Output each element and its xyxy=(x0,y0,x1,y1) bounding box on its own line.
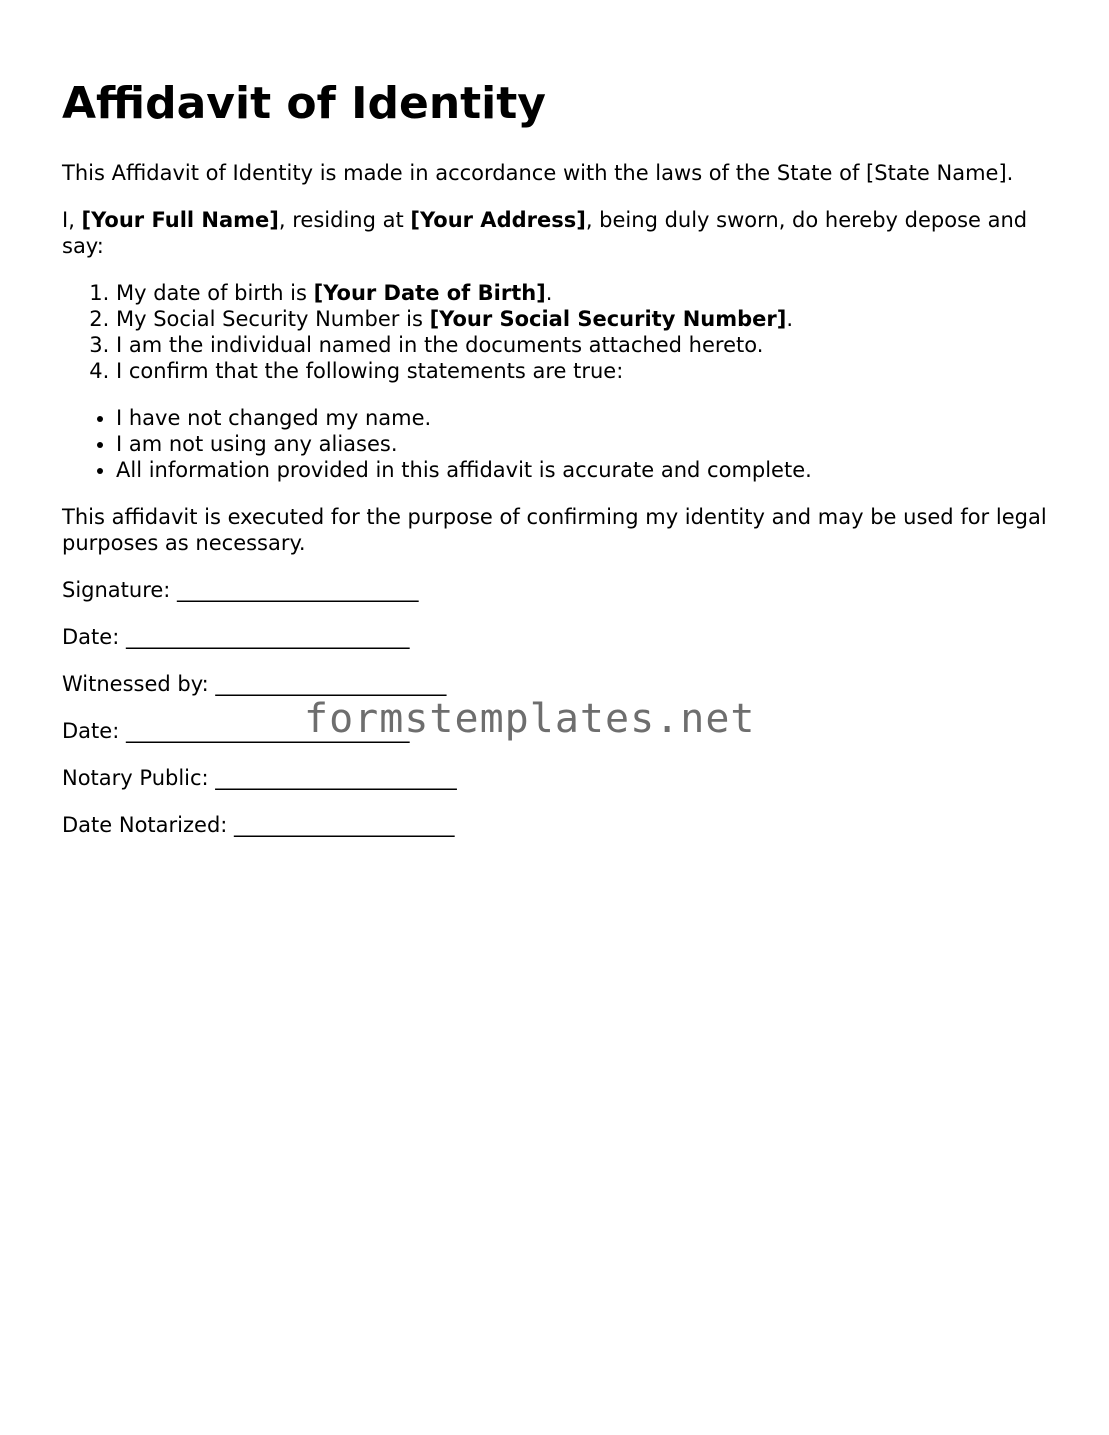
intro-paragraph: This Affidavit of Identity is made in accordance with the laws of the State of [State Name]. xyxy=(62,161,1014,185)
declaration-middle: , residing at xyxy=(278,208,411,232)
signature-field: Signature: _______________________ xyxy=(62,578,419,602)
purpose-paragraph: This affidavit is executed for the purpose of confirming my identity and may be used for legal purposes as necessary. xyxy=(62,505,1047,555)
date-of-birth-placeholder: [Your Date of Birth] xyxy=(313,281,546,305)
witness-field: Witnessed by: ______________________ xyxy=(62,672,447,696)
declaration-paragraph xyxy=(62,207,1052,259)
full-name-placeholder: [Your Full Name] xyxy=(81,208,279,232)
ssn-placeholder: [Your Social Security Number] xyxy=(429,307,787,331)
numbered-item: 1. My date of birth is [Your Date of Birth]. xyxy=(116,280,1052,306)
numbered-item: 3. I am the individual named in the documents attached hereto. xyxy=(116,332,1052,358)
declaration-prefix: I, xyxy=(62,208,82,232)
witness-date-field: Date: ___________________________ xyxy=(62,719,410,743)
notary-field: Notary Public: _______________________ xyxy=(62,766,457,790)
declaration-suffix: , being duly sworn, do hereby depose and say: xyxy=(62,208,1028,258)
bullet-item: • All information provided in this affidavit is accurate and complete. xyxy=(116,457,1052,483)
numbered-item: 2. My Social Security Number is [Your Social Security Number]. xyxy=(116,306,1052,332)
notarized-date-field: Date Notarized: _____________________ xyxy=(62,813,455,837)
address-placeholder: [Your Address] xyxy=(410,208,586,232)
bullet-item: • I have not changed my name. xyxy=(116,405,1052,431)
signature-date-field: Date: ___________________________ xyxy=(62,625,410,649)
bullet-statements xyxy=(62,405,1052,483)
bullet-item: • I am not using any aliases. xyxy=(116,431,1052,457)
numbered-item: 4. I confirm that the following statements are true: xyxy=(116,358,1052,384)
document-title: Affidavit of Identity xyxy=(62,78,546,129)
numbered-statements xyxy=(62,280,1052,384)
watermark-text: formstemplates.net xyxy=(304,696,756,742)
